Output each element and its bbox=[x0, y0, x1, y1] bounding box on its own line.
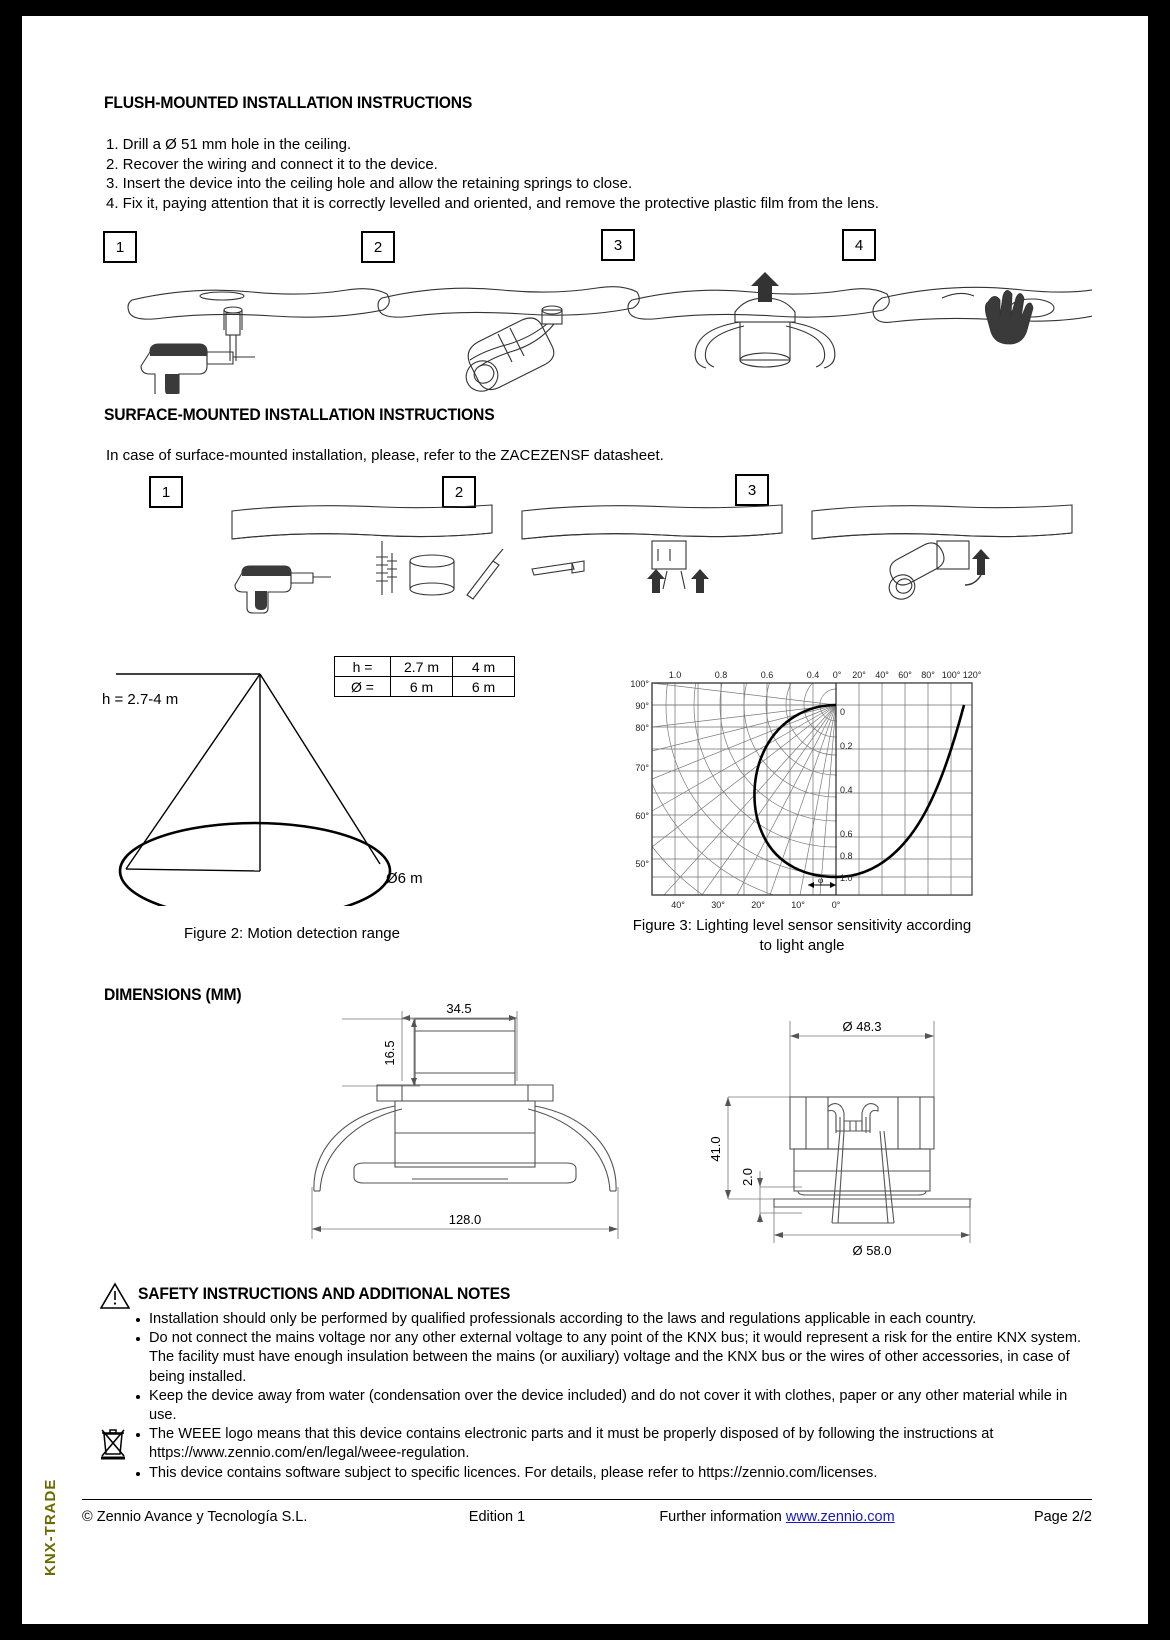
dimension-drawing-right bbox=[672, 991, 1032, 1261]
document-page bbox=[22, 16, 1148, 1624]
tick-center-0: 0 bbox=[840, 707, 846, 717]
tick-top-right-3: 60° bbox=[898, 670, 912, 680]
safety-heading: SAFETY INSTRUCTIONS AND ADDITIONAL NOTES bbox=[138, 1285, 511, 1303]
tick-bottom-1: 30° bbox=[711, 900, 725, 910]
flush-step-4: 4. Fix it, paying attention that it is correctly levelled and oriented, and remove the protective plastic film from the lens. bbox=[106, 194, 879, 212]
table-row bbox=[335, 677, 515, 697]
figure2-caption: Figure 2: Motion detection range bbox=[184, 925, 400, 942]
warning-triangle-icon bbox=[100, 1282, 130, 1309]
watermark-knx-trade: KNX-TRADE bbox=[42, 1478, 59, 1576]
tick-center-5: 1.0 bbox=[840, 873, 853, 883]
table-cell-h-v1: 2.7 m bbox=[391, 657, 453, 677]
tick-center-2: 0.4 bbox=[840, 785, 853, 795]
footer-page-number: Page 2/2 bbox=[1033, 1509, 1092, 1525]
tick-left-0: 100° bbox=[630, 679, 649, 689]
flush-step-1: 1. Drill a Ø 51 mm hole in the ceiling. bbox=[106, 136, 352, 153]
flush-step-box-4: 4 bbox=[842, 229, 876, 261]
cone-diameter-label: Ø6 m bbox=[386, 870, 423, 887]
page-footer bbox=[82, 1499, 1092, 1525]
footer-further-information bbox=[602, 1509, 952, 1525]
list-item: Keep the device away from water (condensation over the device included) and do not cover it with clothes, paper or any other material while in use. bbox=[130, 1387, 1092, 1425]
right-dim-body-height: 41.0 bbox=[708, 1136, 723, 1162]
flush-step-box-2: 2 bbox=[361, 231, 395, 263]
tick-center-3: 0.6 bbox=[840, 829, 853, 839]
flush-step-2: 2. Recover the wiring and connect it to the device. bbox=[106, 155, 438, 173]
left-dim-total-width: 128.0 bbox=[448, 1212, 482, 1227]
figure2-table bbox=[334, 656, 515, 697]
left-dim-top-width: 34.5 bbox=[446, 1001, 472, 1016]
flush-step-3: 3. Insert the device into the ceiling hole and allow the retaining springs to close. bbox=[106, 175, 633, 192]
flush-heading: FLUSH-MOUNTED INSTALLATION INSTRUCTIONS bbox=[104, 94, 473, 112]
tick-left-2: 80° bbox=[635, 723, 649, 733]
surface-illustrations bbox=[92, 501, 1092, 631]
tick-top-right-0: 0° bbox=[832, 670, 842, 680]
list-item: The WEEE logo means that this device contains electronic parts and it must be properly disposed of by following the instructions at https://www.zennio.com/en/legal/weee-regulation. bbox=[130, 1425, 1092, 1463]
left-dim-top-height: 16.5 bbox=[382, 1040, 397, 1066]
tick-center-1: 0.2 bbox=[840, 741, 853, 751]
right-dim-flange-diameter: Ø 58.0 bbox=[852, 1243, 892, 1258]
tick-left-5: 50° bbox=[635, 859, 649, 869]
flush-step-box-3: 3 bbox=[601, 229, 635, 261]
list-item: Installation should only be performed by qualified professionals according to the laws and regulations applicable in each country. bbox=[130, 1310, 1092, 1329]
tick-top-right-2: 40° bbox=[875, 670, 889, 680]
flush-illustrations bbox=[92, 264, 1092, 394]
tick-top-right-6: 120° bbox=[962, 670, 982, 680]
table-row bbox=[335, 657, 515, 677]
tick-top-left-2: 0.6 bbox=[760, 670, 774, 680]
tick-left-4: 60° bbox=[635, 811, 649, 821]
page-content bbox=[82, 16, 1092, 1624]
phi-label: φ bbox=[818, 875, 824, 885]
table-cell-h-label: h = bbox=[335, 657, 391, 677]
tick-center-4: 0.8 bbox=[840, 851, 853, 861]
flush-step-box-1: 1 bbox=[103, 231, 137, 263]
right-dim-flange-height: 2.0 bbox=[740, 1167, 755, 1187]
figure3-polar-chart bbox=[592, 661, 1012, 916]
tick-top-left-3: 0.4 bbox=[806, 670, 820, 680]
footer-further-info-label: Further information bbox=[659, 1509, 786, 1525]
tick-left-1: 90° bbox=[635, 701, 649, 711]
tick-top-right-4: 80° bbox=[921, 670, 935, 680]
tick-top-left-1: 0.8 bbox=[714, 670, 728, 680]
tick-bottom-3: 10° bbox=[791, 900, 805, 910]
surface-step-box-3: 3 bbox=[735, 474, 769, 506]
table-cell-d-v2: 6 m bbox=[453, 677, 515, 697]
tick-bottom-2: 20° bbox=[751, 900, 765, 910]
figure3-caption-line2: to light angle bbox=[759, 937, 845, 954]
weee-bin-icon bbox=[98, 1424, 128, 1462]
surface-step-box-2: 2 bbox=[442, 476, 476, 508]
footer-edition: Edition 1 bbox=[468, 1509, 526, 1525]
list-item: Do not connect the mains voltage nor any other external voltage to any point of the KNX bus; it would represent a risk for the entire KNX system. The facility must have enough insulation between the mains (or auxiliary) voltage and the KNX bus or the wires of other accessories, in case of being installed. bbox=[130, 1329, 1092, 1387]
list-item: This device contains software subject to specific licences. For details, please refer to https://zennio.com/licenses. bbox=[130, 1464, 1092, 1483]
tick-left-3: 70° bbox=[635, 763, 649, 773]
tick-bottom-0: 40° bbox=[671, 900, 685, 910]
table-cell-d-label: Ø = bbox=[335, 677, 391, 697]
footer-copyright: © Zennio Avance y Tecnología S.L. bbox=[82, 1509, 308, 1525]
tick-top-left-0: 1.0 bbox=[668, 670, 682, 680]
figure3-caption-line1: Figure 3: Lighting level sensor sensitivity according bbox=[632, 917, 972, 934]
surface-step-box-1: 1 bbox=[149, 476, 183, 508]
tick-top-right-5: 100° bbox=[941, 670, 961, 680]
table-cell-d-v1: 6 m bbox=[391, 677, 453, 697]
tick-bottom-4: 0° bbox=[831, 900, 841, 910]
dimension-drawing-left bbox=[272, 991, 672, 1261]
footer-zennio-link[interactable]: www.zennio.com bbox=[785, 1509, 895, 1525]
right-dim-top-diameter: Ø 48.3 bbox=[842, 1019, 882, 1034]
cone-height-label: h = 2.7-4 m bbox=[102, 691, 179, 708]
table-cell-h-v2: 4 m bbox=[453, 657, 515, 677]
surface-note: In case of surface-mounted installation, please, refer to the ZACEZENSF datasheet. bbox=[106, 447, 664, 464]
dimensions-heading: DIMENSIONS (MM) bbox=[104, 986, 242, 1004]
tick-top-right-1: 20° bbox=[852, 670, 866, 680]
safety-list bbox=[130, 1310, 1092, 1483]
surface-heading: SURFACE-MOUNTED INSTALLATION INSTRUCTIONS bbox=[104, 406, 495, 424]
